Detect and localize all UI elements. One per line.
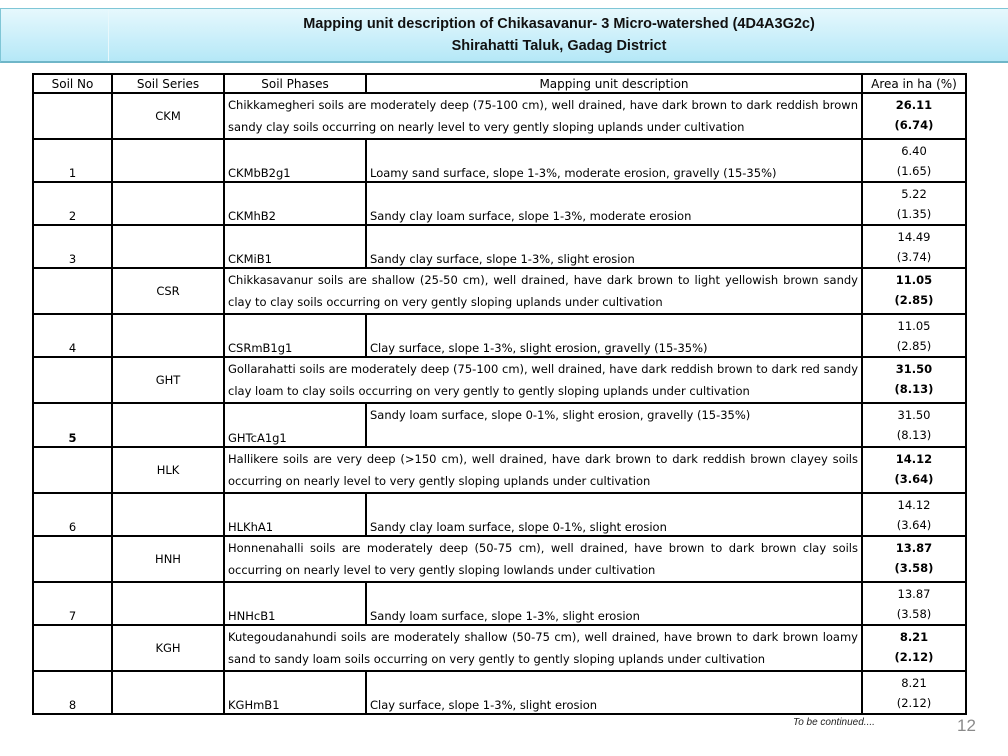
area-ha: 14.12 bbox=[895, 452, 933, 466]
area-cell bbox=[862, 671, 966, 714]
phase-row bbox=[33, 671, 966, 714]
phase-description: Sandy clay loam surface, slope 1-3%, moderate erosion bbox=[366, 182, 862, 225]
soil-series-cell bbox=[112, 493, 224, 536]
area-cell bbox=[862, 447, 966, 493]
header-mapping-unit-description: Mapping unit description bbox=[366, 74, 862, 93]
soil-phase-cell: KGHmB1 bbox=[224, 671, 366, 714]
area-percent: (2.85) bbox=[894, 293, 934, 307]
soil-series-cell: KGH bbox=[112, 625, 224, 671]
series-row bbox=[33, 447, 966, 493]
area-percent: (3.64) bbox=[896, 518, 932, 532]
title-banner bbox=[0, 8, 1008, 63]
soil-phase-cell: HNHcB1 bbox=[224, 582, 366, 625]
phase-row bbox=[33, 582, 966, 625]
soil-series-cell bbox=[112, 182, 224, 225]
title-line-2: Shirahatti Taluk, Gadag District bbox=[451, 38, 667, 54]
series-row bbox=[33, 268, 966, 314]
header-area: Area in ha (%) bbox=[862, 74, 966, 93]
area-ha: 31.50 bbox=[895, 362, 933, 376]
soil-no-cell: 5 bbox=[33, 403, 112, 447]
area-ha: 8.21 bbox=[899, 630, 929, 644]
soil-no-cell: 4 bbox=[33, 314, 112, 357]
soil-series-cell bbox=[112, 403, 224, 447]
soil-no-cell: 6 bbox=[33, 493, 112, 536]
soil-phase-cell: HLKhA1 bbox=[224, 493, 366, 536]
phase-row bbox=[33, 139, 966, 182]
area-cell bbox=[862, 625, 966, 671]
soil-series-cell bbox=[112, 314, 224, 357]
phase-row bbox=[33, 182, 966, 225]
area-percent: (6.74) bbox=[894, 118, 934, 132]
area-percent: (2.12) bbox=[894, 650, 934, 664]
header-soil-phases: Soil Phases bbox=[224, 74, 366, 93]
header-soil-series: Soil Series bbox=[112, 74, 224, 93]
phase-description: Sandy clay surface, slope 1-3%, slight erosion bbox=[366, 225, 862, 268]
area-percent: (2.85) bbox=[896, 339, 932, 353]
area-cell bbox=[862, 403, 966, 447]
continuation-note: To be continued.... bbox=[793, 717, 875, 728]
soil-no-cell: 1 bbox=[33, 139, 112, 182]
area-ha: 14.12 bbox=[897, 498, 931, 512]
soil-series-cell: CKM bbox=[112, 93, 224, 139]
soil-series-cell bbox=[112, 139, 224, 182]
area-ha: 26.11 bbox=[895, 98, 933, 112]
series-description: Honnenahalli soils are moderately deep (50-75 cm), well drained, have brown to dark brown clay soils occurring on nearly level to very gently sloping lowlands under cultivation bbox=[224, 536, 862, 582]
soil-no-cell bbox=[33, 357, 112, 403]
area-percent: (3.58) bbox=[894, 561, 934, 575]
area-cell bbox=[862, 225, 966, 268]
series-description: Chikkamegheri soils are moderately deep (75-100 cm), well drained, have dark brown to dark reddish brown sandy clay soils occurring on nearly level to very gently sloping uplands under cultivation bbox=[224, 93, 862, 139]
soil-no-cell: 2 bbox=[33, 182, 112, 225]
soil-no-cell: 8 bbox=[33, 671, 112, 714]
page-number: 12 bbox=[957, 716, 976, 735]
phase-description: Clay surface, slope 1-3%, slight erosion bbox=[366, 671, 862, 714]
phase-description: Sandy clay loam surface, slope 0-1%, slight erosion bbox=[366, 493, 862, 536]
area-cell bbox=[862, 493, 966, 536]
soil-series-cell: HLK bbox=[112, 447, 224, 493]
series-row bbox=[33, 357, 966, 403]
soil-series-cell bbox=[112, 671, 224, 714]
area-cell bbox=[862, 536, 966, 582]
mapping-unit-table bbox=[32, 73, 967, 715]
area-ha: 11.05 bbox=[895, 273, 933, 287]
soil-phase-cell: CKMhB2 bbox=[224, 182, 366, 225]
phase-row bbox=[33, 225, 966, 268]
soil-no-cell bbox=[33, 268, 112, 314]
soil-series-cell: CSR bbox=[112, 268, 224, 314]
soil-series-cell bbox=[112, 225, 224, 268]
area-ha: 13.87 bbox=[897, 587, 931, 601]
page-title bbox=[109, 13, 1008, 57]
area-percent: (8.13) bbox=[894, 382, 934, 396]
soil-series-cell bbox=[112, 582, 224, 625]
soil-phase-cell: CKMiB1 bbox=[224, 225, 366, 268]
soil-phase-cell: CSRmB1g1 bbox=[224, 314, 366, 357]
area-cell bbox=[862, 582, 966, 625]
soil-no-cell bbox=[33, 625, 112, 671]
header-soil-no: Soil No bbox=[33, 74, 112, 93]
series-description: Chikkasavanur soils are shallow (25-50 cm), well drained, have dark brown to light yellowish brown sandy clay to clay soils occurring on very gently sloping uplands under cultivation bbox=[224, 268, 862, 314]
area-cell bbox=[862, 268, 966, 314]
area-percent: (8.13) bbox=[896, 428, 932, 442]
area-ha: 5.22 bbox=[901, 187, 927, 201]
area-percent: (1.65) bbox=[896, 164, 932, 178]
area-percent: (3.58) bbox=[896, 607, 932, 621]
soil-no-cell bbox=[33, 447, 112, 493]
area-percent: (3.64) bbox=[894, 472, 934, 486]
series-description: Gollarahatti soils are moderately deep (75-100 cm), well drained, have dark reddish brown to dark red sandy clay loam to clay soils occurring on very gently to gently sloping uplands under cultivation bbox=[224, 357, 862, 403]
phase-row bbox=[33, 314, 966, 357]
soil-no-cell: 7 bbox=[33, 582, 112, 625]
soil-series-cell: HNH bbox=[112, 536, 224, 582]
phase-row bbox=[33, 493, 966, 536]
area-cell bbox=[862, 182, 966, 225]
series-row bbox=[33, 93, 966, 139]
phase-description: Loamy sand surface, slope 1-3%, moderate erosion, gravelly (15-35%) bbox=[366, 139, 862, 182]
soil-no-cell bbox=[33, 536, 112, 582]
area-ha: 14.49 bbox=[897, 230, 931, 244]
soil-phase-cell: CKMbB2g1 bbox=[224, 139, 366, 182]
area-ha: 11.05 bbox=[897, 319, 931, 333]
phase-description: Clay surface, slope 1-3%, slight erosion, gravelly (15-35%) bbox=[366, 314, 862, 357]
area-cell bbox=[862, 93, 966, 139]
soil-no-cell bbox=[33, 93, 112, 139]
area-cell bbox=[862, 314, 966, 357]
series-row bbox=[33, 536, 966, 582]
area-ha: 13.87 bbox=[895, 541, 933, 555]
phase-description: Sandy loam surface, slope 1-3%, slight erosion bbox=[366, 582, 862, 625]
soil-no-cell: 3 bbox=[33, 225, 112, 268]
title-line-1: Mapping unit description of Chikasavanur- 3 Micro-watershed (4D4A3G2c) bbox=[303, 16, 815, 32]
series-description: Kutegoudanahundi soils are moderately shallow (50-75 cm), well drained, have brown to dark brown loamy sand to sandy loam soils occurring on very gently to gently sloping uplands under cultivation bbox=[224, 625, 862, 671]
table-header-row bbox=[33, 74, 966, 93]
series-description: Hallikere soils are very deep (>150 cm), well drained, have dark brown to dark reddish brown clayey soils occurring on nearly level to very gently sloping uplands under cultivation bbox=[224, 447, 862, 493]
area-percent: (1.35) bbox=[896, 207, 932, 221]
soil-phase-cell: GHTcA1g1 bbox=[224, 403, 366, 447]
area-ha: 31.50 bbox=[897, 408, 931, 422]
series-row bbox=[33, 625, 966, 671]
area-ha: 6.40 bbox=[901, 144, 927, 158]
area-percent: (2.12) bbox=[896, 696, 932, 710]
phase-row bbox=[33, 403, 966, 447]
area-cell bbox=[862, 139, 966, 182]
phase-description: Sandy loam surface, slope 0-1%, slight erosion, gravelly (15-35%) bbox=[366, 403, 862, 447]
area-ha: 8.21 bbox=[901, 676, 927, 690]
area-percent: (3.74) bbox=[896, 250, 932, 264]
area-cell bbox=[862, 357, 966, 403]
soil-series-cell: GHT bbox=[112, 357, 224, 403]
